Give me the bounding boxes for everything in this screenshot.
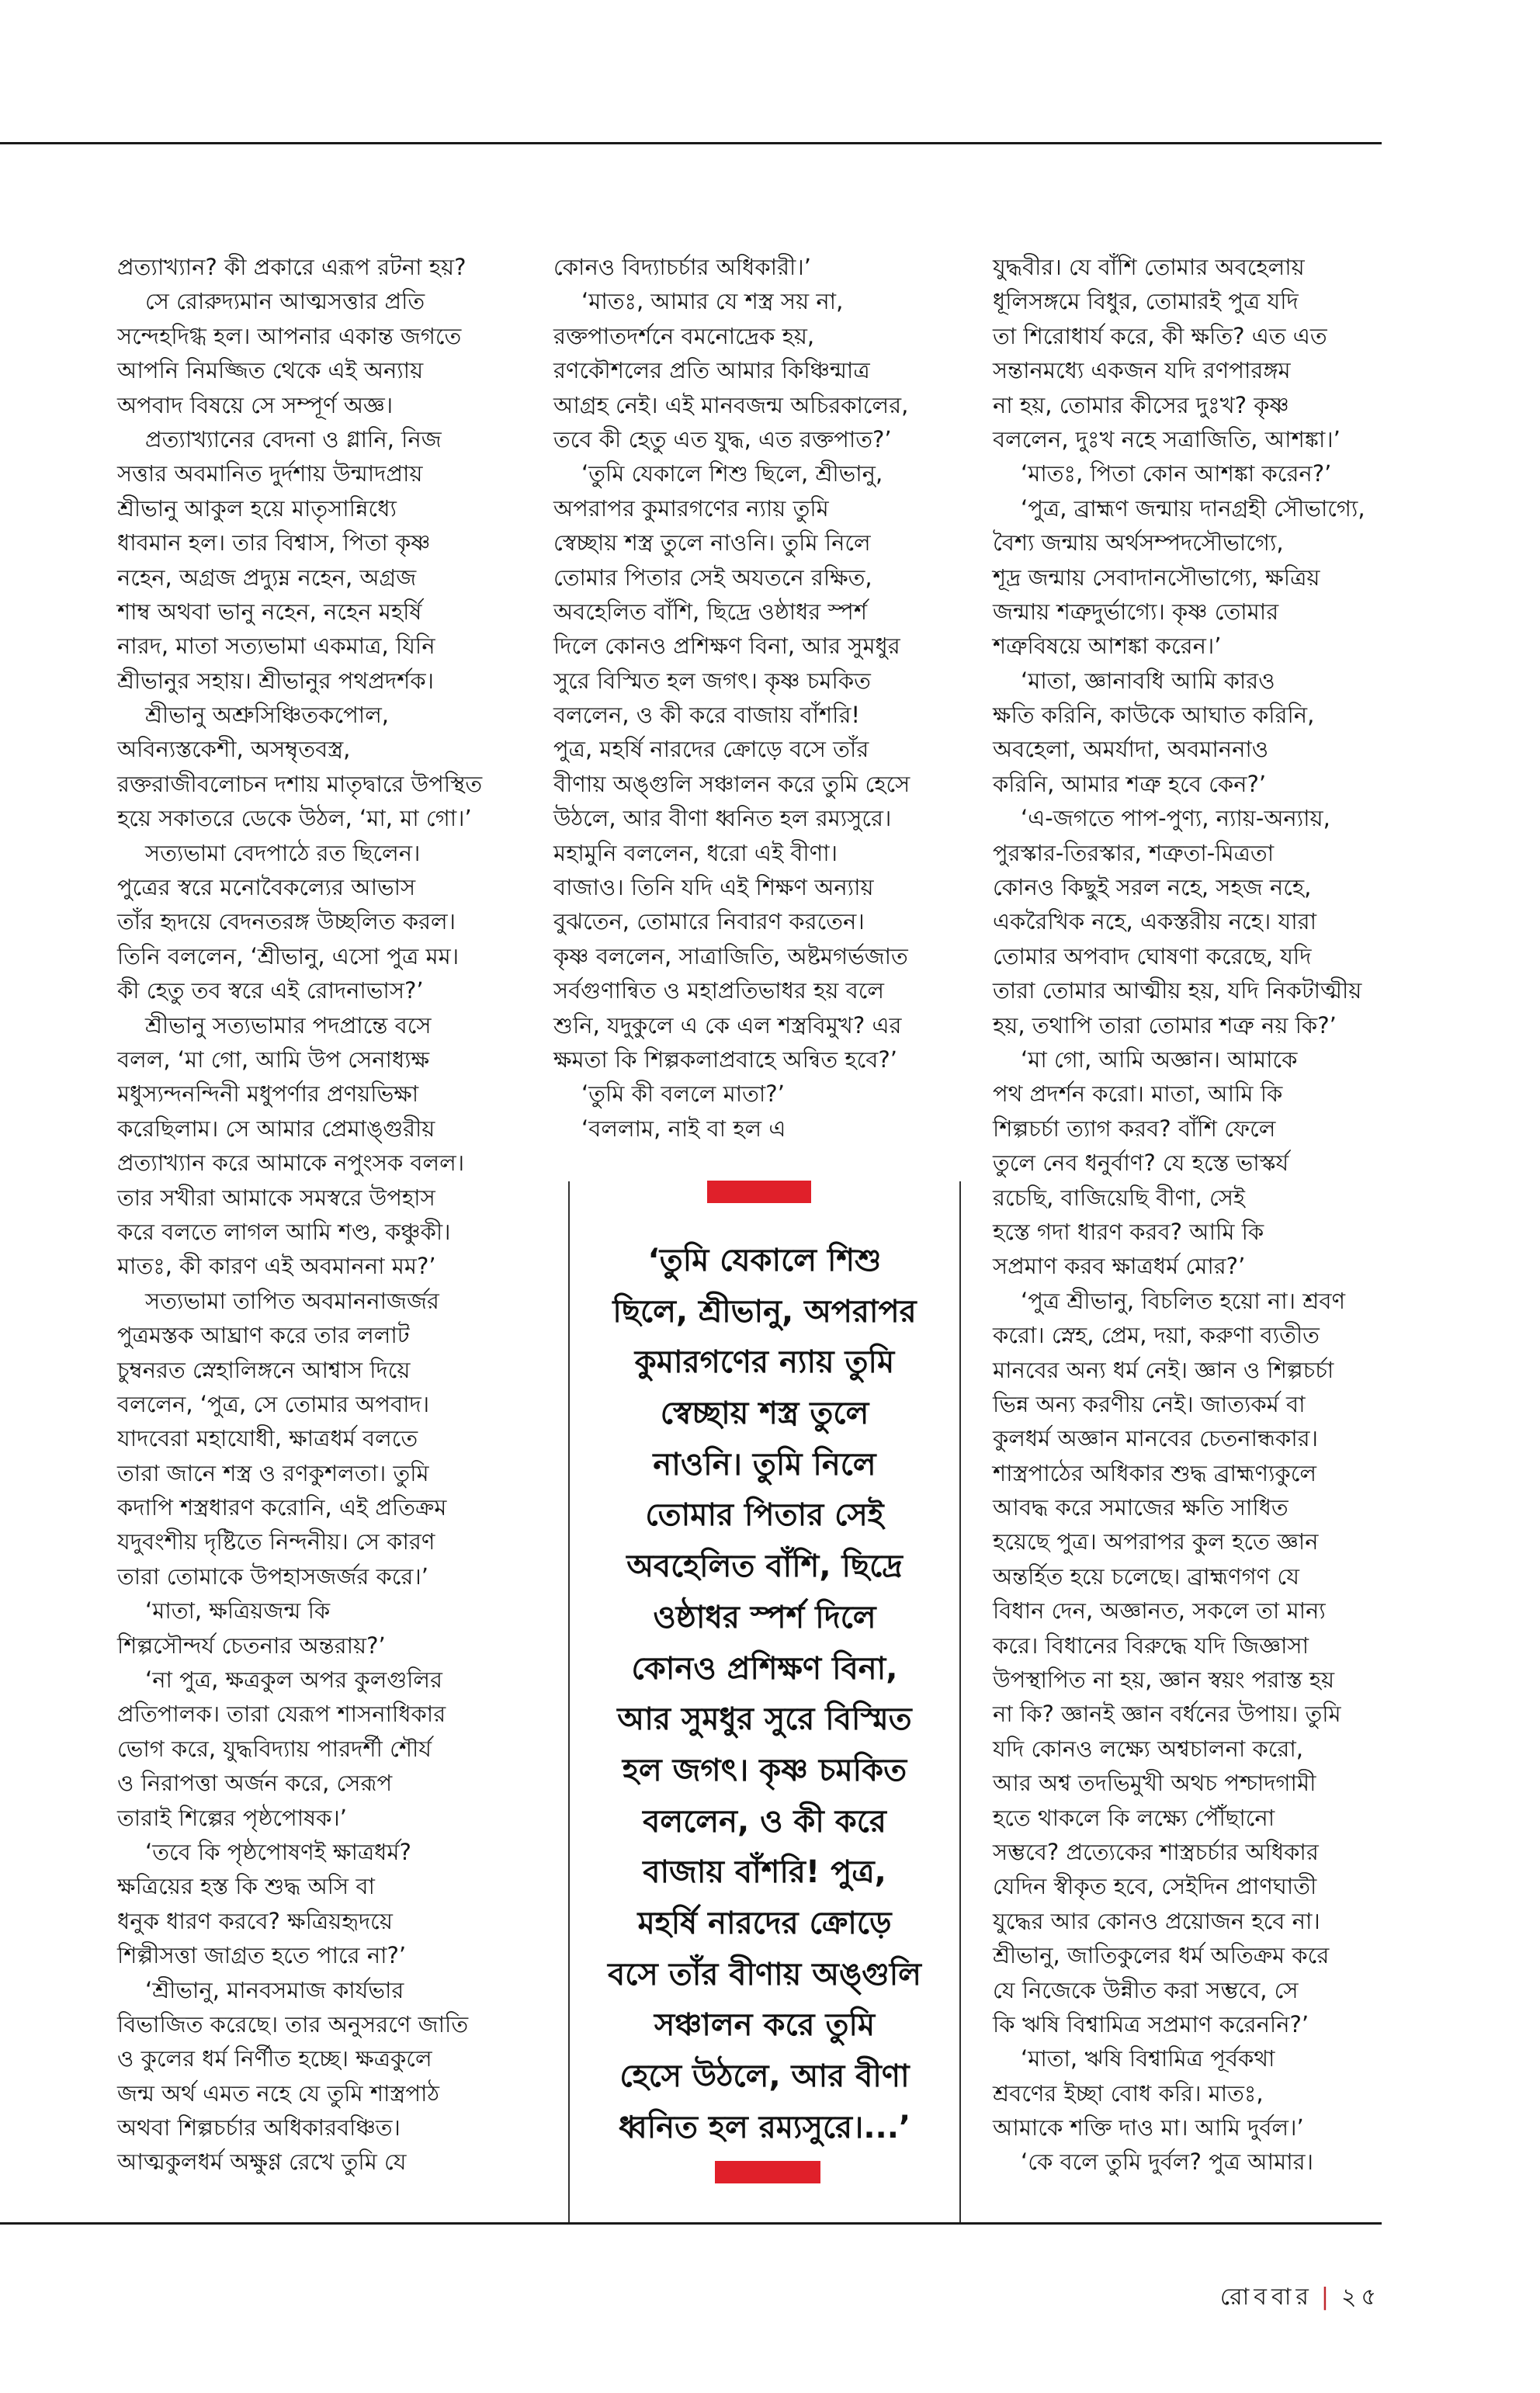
text-line: জন্ম অর্থ এমত নহে যে তুমি শাস্ত্রপাঠ xyxy=(117,2079,439,2107)
text-line: ‘বললাম, নাই বা হল এ xyxy=(581,1115,786,1142)
text-line: শিল্পীসত্তা জাগ্রত হতে পারে না?’ xyxy=(117,1942,407,1969)
text-line: না কি? জ্ঞানই জ্ঞান বর্ধনের উপায়। তুমি xyxy=(993,1701,1341,1728)
text-line: অন্তর্হিত হয়ে চলেছে। ব্রাহ্মণগণ যে xyxy=(993,1562,1299,1590)
text-line: মহামুনি বললেন, ধরো এই বীণা। xyxy=(553,839,838,866)
text-line: পুত্রের স্বরে মনোবৈকল্যের আভাস xyxy=(117,874,416,901)
text-line: সত্যভামা বেদপাঠে রত ছিলেন। xyxy=(145,839,421,866)
text-line: ‘মা গো, আমি অজ্ঞান। আমাকে xyxy=(1021,1046,1298,1073)
pull-quote-line: তোমার পিতার সেই xyxy=(645,1497,884,1534)
text-line: শ্রবণের ইচ্ছা বোধ করি। মাতঃ, xyxy=(993,2079,1264,2107)
pull-quote-line: বাজায় বাঁশরি! পুত্র, xyxy=(643,1854,886,1891)
text-line: কী হেতু তব স্বরে এই রোদনাভাস?’ xyxy=(117,977,424,1004)
pull-quote-accent-bar-top xyxy=(707,1181,811,1203)
text-line: পুরস্কার-তিরস্কার, শত্রুতা-মিত্রতা xyxy=(993,839,1275,866)
text-line: হস্তে গদা ধারণ করব? আমি কি xyxy=(993,1218,1264,1245)
text-line: তোমার পিতার সেই অযতনে রক্ষিত, xyxy=(553,564,872,591)
pull-quote-line: মহর্ষি নারদের ক্রোড়ে xyxy=(637,1905,892,1941)
text-line: হয়েছে পুত্র। অপরাপর কুল হতে জ্ঞান xyxy=(993,1528,1319,1555)
text-line: সত্যভামা তাপিত অবমাননাজর্জর xyxy=(145,1287,439,1314)
text-line: আপনি নিমজ্জিত থেকে এই অন্যায় xyxy=(117,357,424,384)
pull-quote-line: নাওনি। তুমি নিলে xyxy=(653,1446,876,1483)
text-line: করিনি, আমার শত্রু হবে কেন?’ xyxy=(993,770,1267,797)
pull-quote-line: সঞ্চালন করে তুমি xyxy=(654,2007,876,2044)
text-line: তিনি বললেন, ‘শ্রীভানু, এসো পুত্র মম। xyxy=(117,942,460,969)
pull-quote-line: ‘তুমি যেকালে শিশু xyxy=(647,1243,882,1278)
pull-quote-line: ধ্বনিত হল রম্যসুরে।...’ xyxy=(618,2109,911,2145)
text-line: তুলে নেব ধনুর্বাণ? যে হস্তে ভাস্কর্য xyxy=(993,1150,1289,1177)
text-line: ও নিরাপত্তা অর্জন করে, সেরূপ xyxy=(117,1770,393,1797)
text-column-3 xyxy=(993,250,1396,2180)
text-line: ও কুলের ধর্ম নির্ণীত হচ্ছে। ক্ষত্রকুলে xyxy=(117,2045,432,2072)
text-line: বুঝতেন, তোমারে নিবারণ করতেন। xyxy=(553,908,865,935)
text-line: ‘মাতা, ঋষি বিশ্বামিত্র পূর্বকথা xyxy=(1021,2045,1275,2072)
text-line: মধুস্যন্দনন্দিনী মধুপর্ণার প্রণয়ভিক্ষা xyxy=(117,1080,419,1108)
text-line: রচেছি, বাজিয়েছি বীণা, সেই xyxy=(993,1184,1246,1211)
pull-quote-line: আর সুমধুর সুরে বিস্মিত xyxy=(617,1701,912,1738)
text-line: হয়ে সকাতরে ডেকে উঠল, ‘মা, মা গো।’ xyxy=(117,805,472,832)
pull-quote-line: বললেন, ও কী করে xyxy=(643,1803,886,1840)
text-line: বলল, ‘মা গো, আমি উপ সেনাধ্যক্ষ xyxy=(117,1046,430,1073)
text-line: উপস্থাপিত না হয়, জ্ঞান স্বয়ং পরাস্ত হয় xyxy=(993,1666,1335,1694)
text-column-1 xyxy=(117,250,513,2180)
bottom-rule xyxy=(0,2222,1382,2225)
text-line: যুদ্ধের আর কোনও প্রয়োজন হবে না। xyxy=(993,1907,1320,1934)
text-line: হয়, তথাপি তারা তোমার শত্রু নয় কি?’ xyxy=(993,1011,1337,1039)
text-line: ‘শ্রীভানু, মানবসমাজ কার্যভার xyxy=(145,1976,404,2003)
text-line: প্রতিপালক। তারা যেরূপ শাসনাধিকার xyxy=(117,1701,446,1728)
text-line: বললেন, ‘পুত্র, সে তোমার অপবাদ। xyxy=(117,1390,430,1417)
text-line: বললেন, ও কী করে বাজায় বাঁশরি! xyxy=(553,702,861,729)
text-line: শ্রীভানু আকুল হয়ে মাতৃসান্নিধ্যে xyxy=(117,494,397,522)
text-line: কদাপি শস্ত্রধারণ করোনি, এই প্রতিক্রম xyxy=(117,1494,447,1521)
text-line: ভোগ করে, যুদ্ধবিদ্যায় পারদর্শী শৌর্য xyxy=(117,1735,432,1762)
text-line: সর্বগুণান্বিত ও মহাপ্রতিভাধর হয় বলে xyxy=(553,977,885,1004)
pull-quote-accent-bar-bottom xyxy=(715,2161,820,2183)
text-line: ক্ষত্রিয়ের হস্ত কি শুদ্ধ অসি বা xyxy=(117,1873,375,1900)
text-line: তবে কী হেতু এত যুদ্ধ, এত রক্তপাত?’ xyxy=(553,425,892,453)
text-line: যে নিজেকে উন্নীত করা সম্ভবে, সে xyxy=(993,1976,1299,2003)
text-line: ধনুক ধারণ করবে? ক্ষত্রিয়হৃদয়ে xyxy=(117,1907,393,1934)
text-line: শ্রীভানু অশ্রুসিঞ্চিতকপোল, xyxy=(145,702,390,729)
text-line: তারা তোমার আত্মীয় হয়, যদি নিকটাত্মীয় xyxy=(993,977,1362,1004)
pull-quote xyxy=(578,1236,951,2153)
text-line: যাদবেরা মহাযোধী, ক্ষাত্রধর্ম বলতে xyxy=(117,1425,418,1452)
text-line: সে রোরুদ্যমান আত্মসত্তার প্রতি xyxy=(145,288,425,315)
text-line: সত্তার অবমানিত দুর্দশায় উন্মাদপ্রায় xyxy=(117,460,423,487)
text-line: শিল্পসৌন্দর্য চেতনার অন্তরায়?’ xyxy=(117,1632,386,1659)
text-line: তাঁর হৃদয়ে বেদনতরঙ্গ উচ্ছলিত করল। xyxy=(117,908,456,935)
pull-quote-line: হল জগৎ। কৃষ্ণ চমকিত xyxy=(622,1752,907,1788)
text-line: কোনও বিদ্যাচর্চার অধিকারী।’ xyxy=(553,254,811,280)
text-line: সন্দেহদিগ্ধ হল। আপনার একান্ত জগতে xyxy=(117,322,462,349)
text-line: অবহেলিত বাঁশি, ছিদ্রে ওষ্ঠাধর স্পর্শ xyxy=(553,598,867,625)
text-line: ভিন্ন অন্য করণীয় নেই। জাত্যকর্ম বা xyxy=(993,1390,1306,1417)
text-line: শ্রীভানু সত্যভামার পদপ্রান্তে বসে xyxy=(145,1011,432,1039)
text-line: করে বলতে লাগল আমি শণ্ড, কঞ্চুকী। xyxy=(117,1218,451,1245)
pull-quote-line: কুমারগণের ন্যায় তুমি xyxy=(634,1344,895,1381)
text-line: অপবাদ বিষয়ে সে সম্পূর্ণ অজ্ঞ। xyxy=(117,391,394,418)
text-line: মাতঃ, কী কারণ এই অবমাননা মম?’ xyxy=(117,1253,436,1280)
text-line: শাস্ত্রপাঠের অধিকার শুদ্ধ ব্রাহ্মণ্যকুলে xyxy=(993,1459,1317,1486)
text-line: বললেন, দুঃখ নহে সত্রাজিতি, আশঙ্কা।’ xyxy=(993,425,1341,453)
text-line: বিভাজিত করেছে। তার অনুসরণে জাতি xyxy=(117,2010,469,2038)
text-line: নারদ, মাতা সত্যভামা একমাত্র, যিনি xyxy=(117,633,435,660)
text-line: তোমার অপবাদ ঘোষণা করেছে, যদি xyxy=(993,942,1312,969)
pull-quote-line: হেসে উঠলে, আর বীণা xyxy=(619,2058,910,2094)
text-line: শ্রীভানুর সহায়। শ্রীভানুর পথপ্রদর্শক। xyxy=(117,667,434,694)
text-line: জন্মায় শত্রুদুর্ভাগ্যে। কৃষ্ণ তোমার xyxy=(993,598,1279,625)
text-line: অবিন্যস্তকেশী, অসম্বৃতবস্ত্র, xyxy=(117,736,351,763)
text-line: প্রত্যাখ্যান করে আমাকে নপুংসক বলল। xyxy=(117,1150,465,1177)
text-line: অথবা শিল্পচর্চার অধিকারবঞ্চিত। xyxy=(117,2114,401,2142)
text-line: করে। বিধানের বিরুদ্ধে যদি জিজ্ঞাসা xyxy=(993,1632,1309,1659)
text-line: ‘মাতা, জ্ঞানাবধি আমি কারও xyxy=(1021,667,1275,694)
text-line: শিল্পচর্চা ত্যাগ করব? বাঁশি ফেলে xyxy=(993,1115,1276,1142)
text-line: যদি কোনও লক্ষ্যে অশ্বচালনা করো, xyxy=(993,1735,1303,1762)
text-line: ‘এ-জগতে পাপ-পুণ্য, ন্যায়-অন্যায়, xyxy=(1021,805,1330,832)
text-line: ‘মাতঃ, পিতা কোন আশঙ্কা করেন?’ xyxy=(1021,460,1332,487)
text-line: বাজাও। তিনি যদি এই শিক্ষণ অন্যায় xyxy=(553,874,874,901)
text-line: শাম্ব অথবা ভানু নহেন, নহেন মহর্ষি xyxy=(117,598,422,625)
text-line: যেদিন স্বীকৃত হবে, সেইদিন প্রাণঘাতী xyxy=(993,1873,1317,1900)
text-line: ক্ষতি করিনি, কাউকে আঘাত করিনি, xyxy=(993,702,1315,729)
text-line: ‘পুত্র, ব্রাহ্মণ জন্মায় দানগ্রহী সৌভাগ্যে, xyxy=(1021,494,1365,522)
text-line: যুদ্ধবীর। যে বাঁশি তোমার অবহেলায় xyxy=(993,254,1305,280)
pull-quote-line: অবহেলিত বাঁশি, ছিদ্রে xyxy=(626,1549,903,1585)
text-line: হতে থাকলে কি লক্ষ্যে পৌঁছানো xyxy=(993,1804,1275,1831)
pull-quote-line: ওষ্ঠাধর স্পর্শ দিলে xyxy=(653,1599,876,1635)
text-line: দিলে কোনও প্রশিক্ষণ বিনা, আর সুমধুর xyxy=(553,633,900,660)
column-divider xyxy=(959,1181,961,2223)
text-line: পুত্রমস্তক আঘ্রাণ করে তার ললাট xyxy=(117,1322,410,1349)
text-line: ‘মাতা, ক্ষত্রিয়জন্ম কি xyxy=(145,1597,331,1625)
text-line: কুলধর্ম অজ্ঞান মানবের চেতনান্ধকার। xyxy=(993,1425,1318,1452)
text-line: ‘তুমি যেকালে শিশু ছিলে, শ্রীভানু, xyxy=(581,460,883,487)
text-line: ‘কে বলে তুমি দুর্বল? পুত্র আমার। xyxy=(1021,2148,1313,2176)
text-line: তারা জানে শস্ত্র ও রণকুশলতা। তুমি xyxy=(117,1459,429,1486)
text-line: বৈশ্য জন্মায় অর্থসম্পদসৌভাগ্যে, xyxy=(993,529,1284,557)
top-rule xyxy=(0,142,1382,144)
text-line: কি ঋষি বিশ্বামিত্র সপ্রমাণ করেননি?’ xyxy=(993,2010,1309,2038)
text-line: রক্তপাতদর্শনে বমনোদ্রেক হয়, xyxy=(553,322,815,349)
text-line: সন্তানমধ্যে একজন যদি রণপারঙ্গম xyxy=(993,357,1291,384)
text-line: আবদ্ধ করে সমাজের ক্ষতি সাধিত xyxy=(993,1494,1289,1521)
text-line: রক্তরাজীবলোচন দশায় মাতৃদ্বারে উপস্থিত xyxy=(117,770,483,797)
text-line: করেছিলাম। সে আমার প্রেমাঙ্গুরীয় xyxy=(117,1115,435,1142)
text-column-2 xyxy=(553,250,949,1146)
pull-quote-line: ছিলে, শ্রীভানু, অপরাপর xyxy=(612,1293,917,1330)
text-line: চুম্বনরত স্নেহালিঙ্গনে আশ্বাস দিয়ে xyxy=(117,1356,411,1383)
text-line: আমাকে শক্তি দাও মা। আমি দুর্বল।’ xyxy=(993,2114,1304,2142)
text-line: ‘তুমি কী বললে মাতা?’ xyxy=(581,1080,785,1108)
text-line: বীণায় অঙ্গুলি সঞ্চালন করে তুমি হেসে xyxy=(553,770,910,797)
pull-quote-line: বসে তাঁর বীণায় অঙ্গুলি xyxy=(608,1956,921,1992)
text-line: তার সখীরা আমাকে সমস্বরে উপহাস xyxy=(117,1184,435,1211)
text-line: কোনও কিছুই সরল নহে, সহজ নহে, xyxy=(993,874,1312,901)
text-line: ধূলিসঙ্গমে বিধুর, তোমারই পুত্র যদি xyxy=(993,288,1299,315)
text-line: ‘তবে কি পৃষ্ঠপোষণই ক্ষাত্রধর্ম? xyxy=(145,1838,411,1865)
text-line: নহেন, অগ্রজ প্রদ্যুম্ন নহেন, অগ্রজ xyxy=(117,564,417,591)
text-line: অবহেলা, অমর্যাদা, অবমাননাও xyxy=(993,736,1269,763)
text-line: প্রত্যাখ্যানের বেদনা ও গ্লানি, নিজ xyxy=(145,425,442,453)
text-line: অপরাপর কুমারগণের ন্যায় তুমি xyxy=(553,494,829,522)
text-line: ‘মাতঃ, আমার যে শস্ত্র সয় না, xyxy=(581,288,844,315)
text-line: আত্মকুলধর্ম অক্ষুণ্ণ রেখে তুমি যে xyxy=(117,2148,407,2176)
text-line: যদুবংশীয় দৃষ্টিতে নিন্দনীয়। সে কারণ xyxy=(117,1528,435,1555)
text-line: ক্ষমতা কি শিল্পকলাপ্রবাহে অন্বিত হবে?’ xyxy=(553,1046,897,1073)
text-line: শূদ্র জন্মায় সেবাদানসৌভাগ্যে, ক্ষত্রিয় xyxy=(993,564,1320,591)
pull-quote-line: স্বেচ্ছায় শস্ত্র তুলে xyxy=(660,1396,869,1432)
text-line: শুনি, যদুকুলে এ কে এল শস্ত্রবিমুখ? এর xyxy=(553,1011,902,1039)
text-line: ধাবমান হল। তার বিশ্বাস, পিতা কৃষ্ণ xyxy=(117,529,431,557)
text-line: একরৈখিক নহে, একস্তরীয় নহে। যারা xyxy=(993,908,1316,935)
text-line: শ্রীভানু, জাতিকুলের ধর্ম অতিক্রম করে xyxy=(993,1942,1330,1969)
text-line: মানবের অন্য ধর্ম নেই। জ্ঞান ও শিল্পচর্চা xyxy=(993,1356,1334,1383)
text-line: কৃষ্ণ বললেন, সাত্রাজিতি, অষ্টমগর্ভজাত xyxy=(553,942,908,969)
text-line: বিধান দেন, অজ্ঞানত, সকলে তা মান্য xyxy=(993,1597,1326,1625)
text-line: সপ্রমাণ করব ক্ষাত্রধর্ম মোর?’ xyxy=(993,1253,1246,1280)
magazine-name: রোববার xyxy=(1219,2284,1313,2311)
column-divider xyxy=(568,1181,570,2223)
text-line: প্রত্যাখ্যান? কী প্রকারে এরূপ রটনা হয়? xyxy=(117,254,467,280)
page-footer xyxy=(1220,2278,1381,2318)
text-line: ‘পুত্র শ্রীভানু, বিচলিত হয়ো না। শ্রবণ xyxy=(1021,1287,1345,1314)
text-line: আগ্রহ নেই। এই মানবজন্ম অচিরকালের, xyxy=(553,391,909,418)
text-line: তারা তোমাকে উপহাসজর্জর করে।’ xyxy=(117,1562,428,1590)
text-line: পথ প্রদর্শন করো। মাতা, আমি কি xyxy=(993,1080,1283,1108)
text-line: পুত্র, মহর্ষি নারদের ক্রোড়ে বসে তাঁর xyxy=(553,736,869,763)
page-number: ২৫ xyxy=(1341,2284,1381,2311)
text-line: করো। স্নেহ, প্রেম, দয়া, করুণা ব্যতীত xyxy=(993,1322,1320,1349)
footer-separator: | xyxy=(1320,2284,1334,2311)
text-line: তারাই শিল্পের পৃষ্ঠপোষক।’ xyxy=(117,1804,348,1831)
text-line: তা শিরোধার্য করে, কী ক্ষতি? এত এত xyxy=(993,322,1327,349)
text-line: স্বেচ্ছায় শস্ত্র তুলে নাওনি। তুমি নিলে xyxy=(553,529,871,557)
text-line: রণকৌশলের প্রতি আমার কিঞ্চিন্মাত্র xyxy=(553,357,870,384)
text-line: সুরে বিস্মিত হল জগৎ। কৃষ্ণ চমকিত xyxy=(553,667,871,694)
text-line: না হয়, তোমার কীসের দুঃখ? কৃষ্ণ xyxy=(993,391,1289,418)
text-line: আর অশ্ব তদভিমুখী অথচ পশ্চাদগামী xyxy=(993,1770,1316,1797)
text-line: ‘না পুত্র, ক্ষত্রকুল অপর কুলগুলির xyxy=(145,1666,442,1694)
text-line: উঠলে, আর বীণা ধ্বনিত হল রম্যসুরে। xyxy=(553,805,892,832)
text-line: শত্রুবিষয়ে আশঙ্কা করেন।’ xyxy=(993,633,1222,660)
text-line: সম্ভবে? প্রত্যেকের শাস্ত্রচর্চার অধিকার xyxy=(993,1838,1319,1865)
pull-quote-line: কোনও প্রশিক্ষণ বিনা, xyxy=(631,1650,898,1687)
